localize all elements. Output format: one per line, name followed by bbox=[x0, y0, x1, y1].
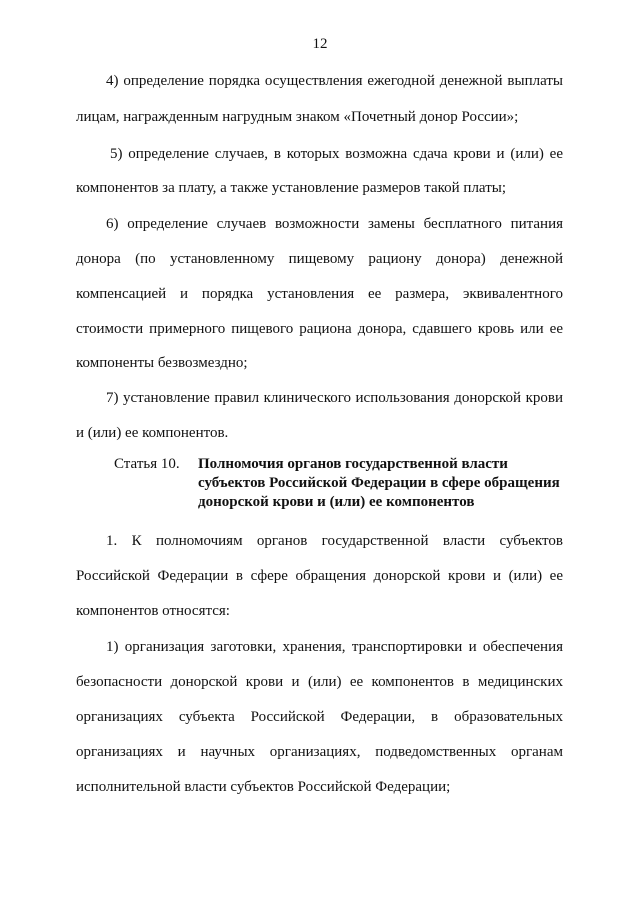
text-line: лицам, награжденным нагрудным знаком «Почетный донор России»; bbox=[76, 109, 519, 125]
text-line: компоненты безвозмездно; bbox=[76, 355, 248, 371]
article-title-line: донорской крови и (или) ее компонентов bbox=[198, 494, 475, 510]
text-line: организациях и научных организациях, подведомственных органам bbox=[76, 744, 563, 760]
article-title-line: Полномочия органов государственной власти bbox=[198, 456, 508, 472]
text-line: Российской Федерации в сфере обращения донорской крови и (или) ее bbox=[76, 568, 563, 584]
text-line: компенсацией и порядка установления ее размера, эквивалентного bbox=[76, 286, 563, 302]
text-line: 7) установление правил клинического использования донорской крови bbox=[106, 390, 563, 406]
text-line: исполнительной власти субъектов Российской Федерации; bbox=[76, 779, 451, 795]
text-line: и (или) ее компонентов. bbox=[76, 425, 229, 441]
page-number: 12 bbox=[312, 36, 328, 52]
text-line: компонентов относятся: bbox=[76, 603, 230, 619]
text-line: донора (по установленному пищевому рациону донора) денежной bbox=[76, 251, 563, 267]
article-title-line: субъектов Российской Федерации в сфере обращения bbox=[198, 475, 560, 491]
text-line: 4) определение порядка осуществления ежегодной денежной выплаты bbox=[106, 73, 563, 89]
text-line: 1. К полномочиям органов государственной власти субъектов bbox=[106, 533, 563, 549]
text-line: компонентов за плату, а также установление размеров такой платы; bbox=[76, 180, 507, 196]
text-line: 1) организация заготовки, хранения, транспортировки и обеспечения bbox=[106, 639, 563, 655]
text-line: 5) определение случаев, в которых возможна сдача крови и (или) ее bbox=[110, 146, 563, 162]
article-title bbox=[198, 455, 578, 512]
text-line: 6) определение случаев возможности замены бесплатного питания bbox=[106, 216, 563, 232]
text-line: стоимости примерного пищевого рациона донора, сдавшего кровь или ее bbox=[76, 321, 563, 337]
text-line: организациях субъекта Российской Федерации, в образовательных bbox=[76, 709, 563, 725]
text-line: безопасности донорской крови и (или) ее компонентов в медицинских bbox=[76, 674, 563, 690]
article-label: Статья 10. bbox=[114, 456, 180, 472]
